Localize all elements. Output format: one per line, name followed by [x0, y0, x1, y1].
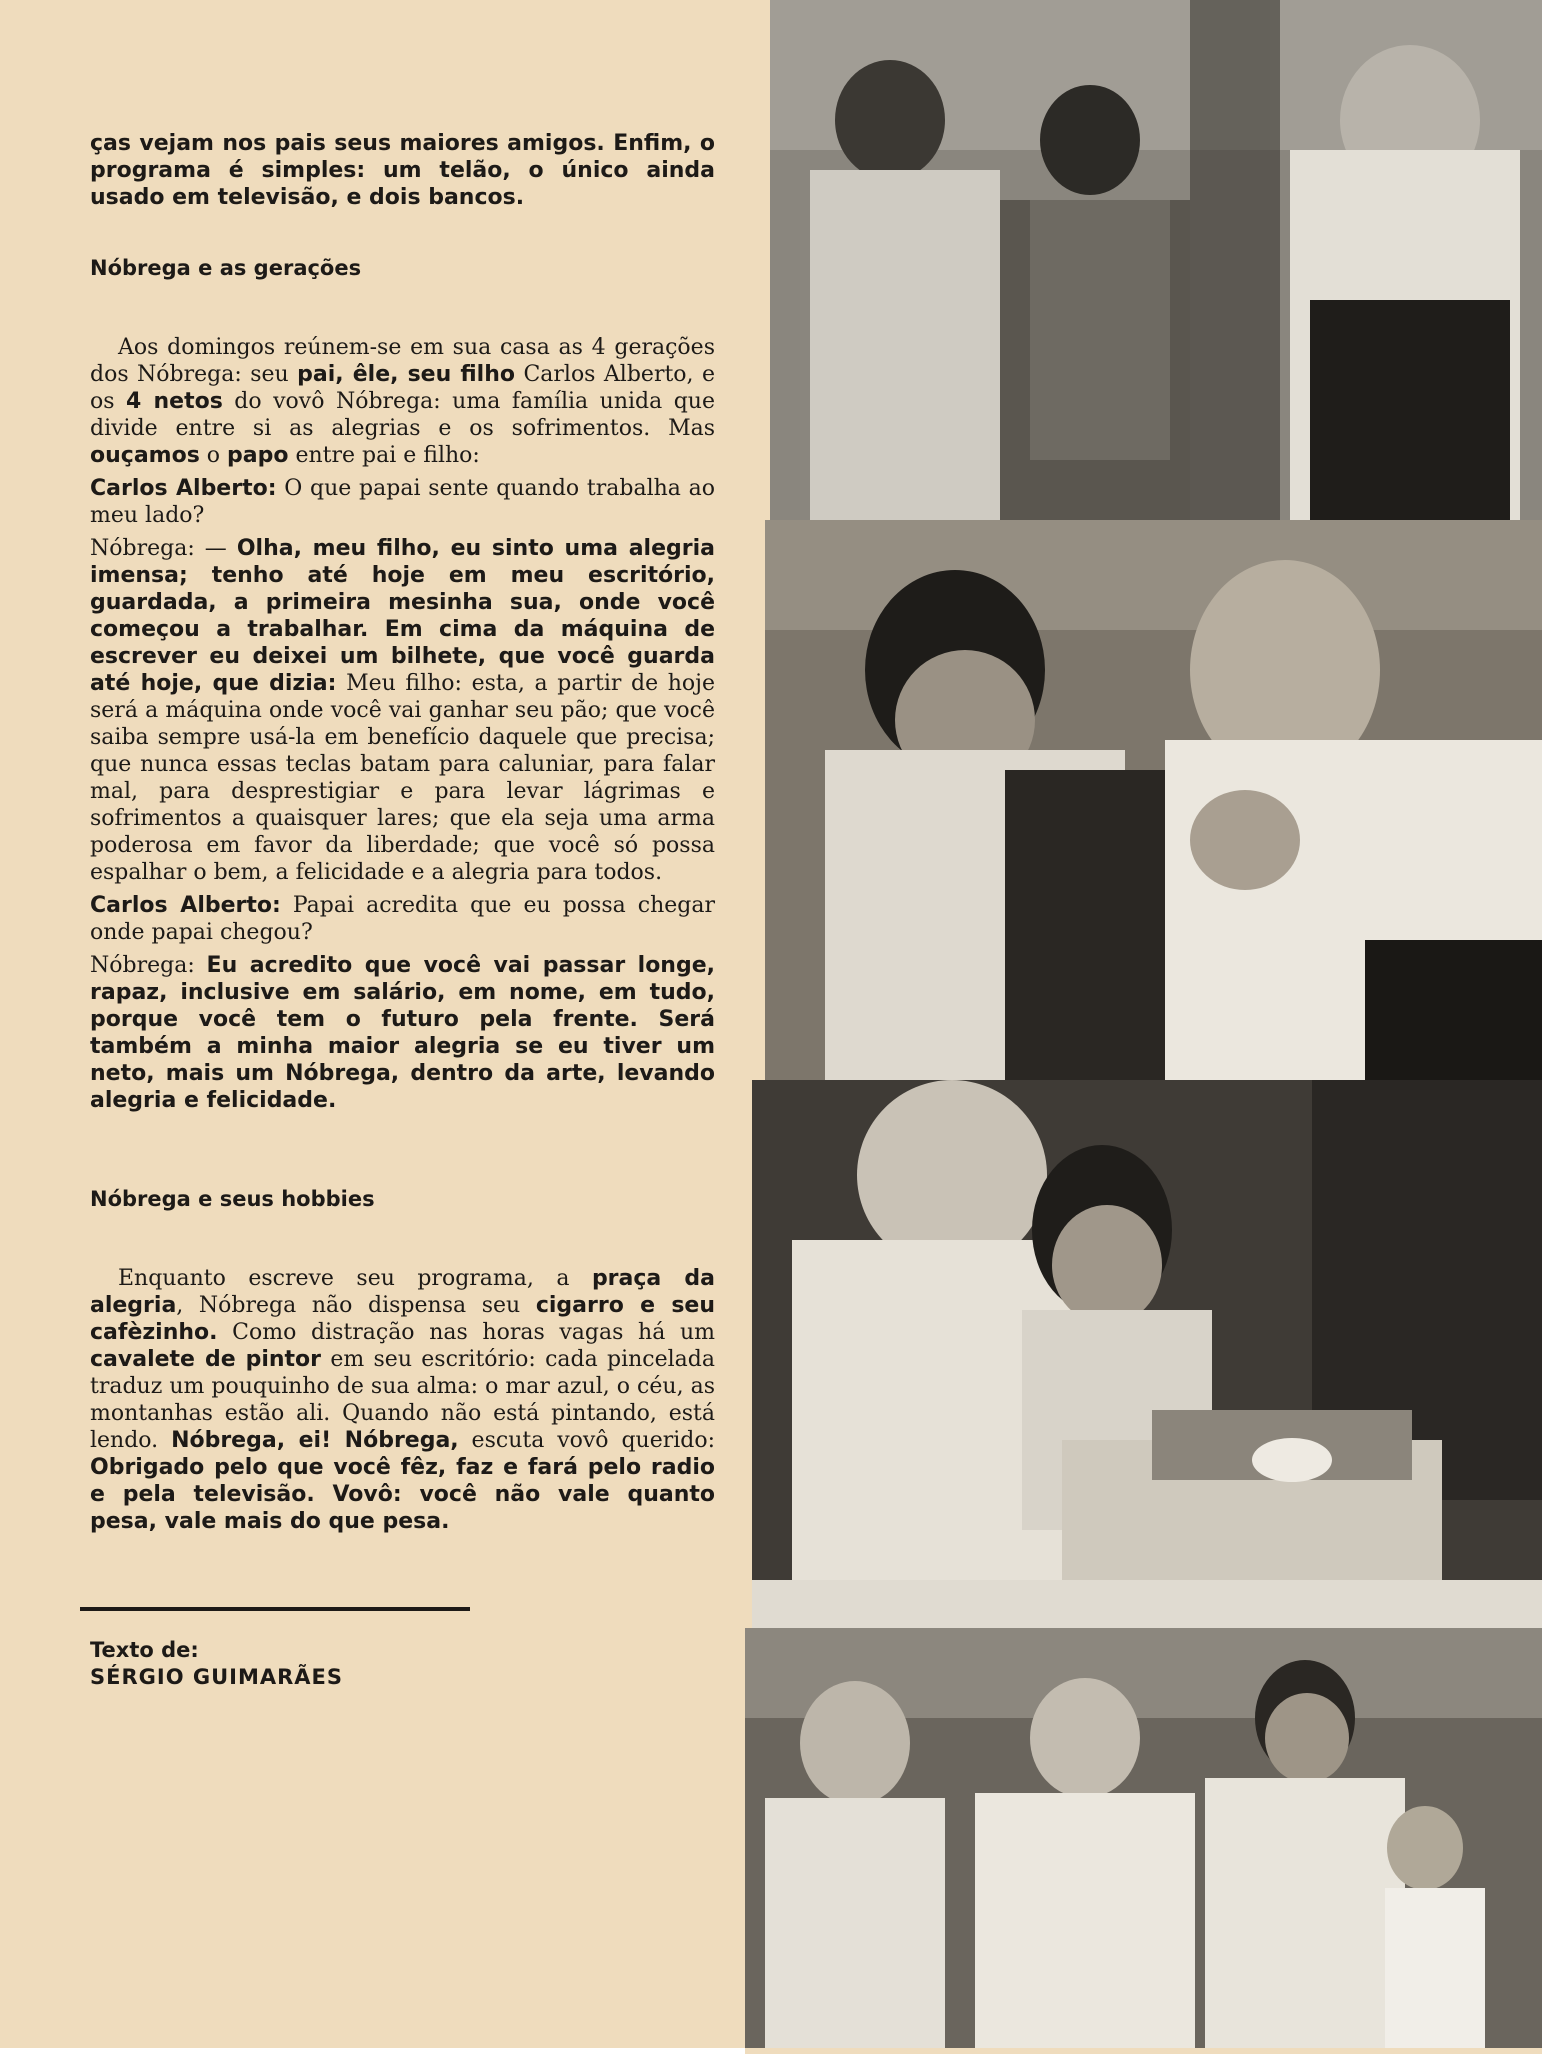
dialogue-answer-1: Nóbrega: — Olha, meu filho, eu sinto uma alegria imensa; tenho até hoje em meu escritório, guardada, a primeira mesinha sua, onde você começou a trabalhar. Em cima da máquina de escrever eu deixei um bilhete, que você guarda até hoje, que dizia: Meu filho: esta, a partir de hoje será a máquina onde você vai ganhar seu pão; que você saiba sempre usá-la em benefício daquele que precisa; que nunca essas teclas batam para caluniar, para falar mal, para desprestigiar e para levar lágrimas e sofrimentos a quaisquer lares; que ela seja uma arma poderosa em favor da liberdade; que você só possa espalhar o bem, a felicidade e a alegria para todos. [90, 536, 716, 885]
divider-rule [80, 1607, 470, 1611]
credit-author: SÉRGIO GUIMARÃES [90, 1665, 343, 1689]
article-text-column [90, 130, 715, 1691]
section-heading-generations: Nóbrega e as gerações [90, 256, 362, 280]
paragraph-intro: ças vejam nos pais seus maiores amigos. Enfim, o programa é simples: um telão, o único ainda usado em televisão, e dois bancos. [90, 131, 715, 210]
paragraph-hobbies: Enquanto escreve seu programa, a praça da alegria, Nóbrega não dispensa seu cigarro e seu cafèzinho. Como distração nas horas vagas há um cavalete de pintor em seu escritório: cada pincelada traduz um pouquinho de sua alma: o mar azul, o céu, as montanhas estão ali. Quando não está pintando, está lendo. Nóbrega, ei! Nóbrega, escuta vovô querido: Obrigado pelo que você fêz, faz e fará pelo radio e pela televisão. Vovô: você não vale quanto pesa, vale mais do que pesa. [90, 1266, 716, 1534]
photo-typewriter-scene [752, 1080, 1542, 1634]
paragraph-generations: Aos domingos reúnem-se em sua casa as 4 gerações dos Nóbrega: seu pai, êle, seu filho Carlos Alberto, e os 4 netos do vovô Nóbrega: uma família unida que divide entre si as alegrias e os sofrimentos. Mas ouçamos o papo entre pai e filho: [90, 335, 715, 468]
section-heading-hobbies: Nóbrega e seus hobbies [90, 1187, 375, 1211]
credit-label: Texto de: [90, 1638, 199, 1662]
dialogue-question-1: Carlos Alberto: O que papai sente quando trabalha ao meu lado? [90, 476, 715, 528]
photo-father-son-conversation [765, 520, 1542, 1086]
dialogue-answer-2: Nóbrega: Eu acredito que você vai passar longe, rapaz, inclusive em salário, em nome, em tudo, porque você tem o futuro pela frente. Será também a minha maior alegria se eu tiver um neto, mais um Nóbrega, dentro da arte, levando alegria e felicidade. [90, 953, 715, 1113]
photo-four-generations [745, 1628, 1542, 2054]
dialogue-question-2: Carlos Alberto: Papai acredita que eu possa chegar onde papai chegou? [90, 893, 716, 945]
photo-outdoor-group [770, 0, 1542, 526]
